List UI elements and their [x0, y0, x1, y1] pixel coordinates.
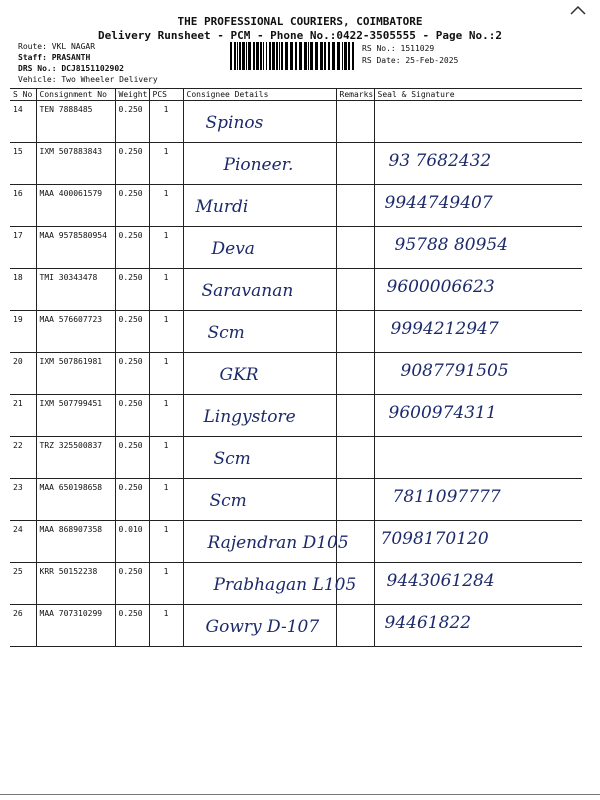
- barcode-icon: [230, 42, 356, 70]
- cell-consignee: [183, 311, 336, 353]
- col-signature: Seal & Signature: [374, 89, 582, 101]
- cell-consignment-no: MAA 9578580954: [36, 227, 115, 269]
- signature-handwriting: 9087791505: [400, 361, 509, 381]
- signature-handwriting: 9994212947: [390, 319, 499, 339]
- cell-weight: 0.250: [115, 269, 149, 311]
- table-row: [10, 437, 582, 479]
- cell-weight: 0.250: [115, 395, 149, 437]
- cell-consignee: [183, 437, 336, 479]
- signature-handwriting: 94461822: [384, 613, 472, 633]
- staff-line: [18, 53, 90, 62]
- cell-weight: 0.250: [115, 563, 149, 605]
- cell-pcs: 1: [149, 353, 183, 395]
- rs-date: RS Date: 25-Feb-2025: [362, 56, 459, 65]
- cell-weight: 0.250: [115, 353, 149, 395]
- cell-sno: 15: [10, 143, 36, 185]
- col-weight: Weight: [115, 89, 149, 101]
- rs-number: RS No.: 1511029: [362, 44, 435, 53]
- cell-remarks: [336, 395, 374, 437]
- cell-pcs: 1: [149, 185, 183, 227]
- cell-sno: 19: [10, 311, 36, 353]
- cell-weight: 0.250: [115, 311, 149, 353]
- cell-weight: 0.250: [115, 143, 149, 185]
- cell-remarks: [336, 311, 374, 353]
- cell-signature: [374, 395, 582, 437]
- cell-sno: 26: [10, 605, 36, 647]
- cell-weight: 0.250: [115, 605, 149, 647]
- cell-sno: 24: [10, 521, 36, 563]
- signature-handwriting: 9600006623: [386, 277, 495, 297]
- cell-sno: 23: [10, 479, 36, 521]
- col-remarks: Remarks: [336, 89, 374, 101]
- cell-consignment-no: IXM 507883843: [36, 143, 115, 185]
- table-row: [10, 227, 582, 269]
- cell-consignment-no: MAA 400061579: [36, 185, 115, 227]
- staff-label: Staff:: [18, 53, 47, 62]
- cell-consignee: [183, 479, 336, 521]
- cell-sno: 18: [10, 269, 36, 311]
- company-title: THE PROFESSIONAL COURIERS, COIMBATORE: [177, 15, 423, 28]
- cell-weight: 0.250: [115, 185, 149, 227]
- cell-pcs: 1: [149, 395, 183, 437]
- cell-sno: 14: [10, 101, 36, 143]
- cell-remarks: [336, 353, 374, 395]
- cell-pcs: 1: [149, 143, 183, 185]
- consignee-handwriting: GKR: [219, 365, 259, 385]
- drs-number: DRS No.: DCJ8151102902: [18, 64, 124, 73]
- cell-remarks: [336, 605, 374, 647]
- cell-remarks: [336, 479, 374, 521]
- col-sno: S No: [10, 89, 36, 101]
- cell-weight: 0.250: [115, 479, 149, 521]
- col-consignee: Consignee Details: [183, 89, 336, 101]
- table-row: [10, 353, 582, 395]
- cell-consignee: [183, 395, 336, 437]
- cell-pcs: 1: [149, 437, 183, 479]
- cell-consignment-no: MAA 707310299: [36, 605, 115, 647]
- cell-pcs: 1: [149, 521, 183, 563]
- cell-sno: 22: [10, 437, 36, 479]
- signature-handwriting: 9944749407: [384, 193, 493, 213]
- table-row: [10, 605, 582, 647]
- cell-consignment-no: KRR 50152238: [36, 563, 115, 605]
- vehicle-label: Vehicle: Two Wheeler Delivery: [18, 75, 158, 84]
- cell-consignee: [183, 521, 349, 563]
- runsheet-subtitle: Delivery Runsheet - PCM - Phone No.:0422-3505555 - Page No.:2: [98, 29, 502, 42]
- signature-handwriting: 7811097777: [392, 487, 501, 507]
- cell-signature: [374, 353, 582, 395]
- page-bottom-rule: [0, 794, 600, 795]
- table-row: [10, 563, 582, 605]
- signature-handwriting: 93 7682432: [388, 151, 492, 171]
- col-pcs: PCS: [149, 89, 183, 101]
- cell-weight: 0.250: [115, 227, 149, 269]
- table-row: [10, 479, 582, 521]
- cell-consignment-no: TMI 30343478: [36, 269, 115, 311]
- cell-signature: [374, 269, 582, 311]
- cell-consignee: [183, 563, 357, 605]
- table-row: [10, 311, 582, 353]
- cell-pcs: 1: [149, 227, 183, 269]
- cell-consignee: [183, 269, 336, 311]
- table-row: [10, 269, 582, 311]
- signature-handwriting: 9600974311: [388, 403, 497, 423]
- cell-sno: 20: [10, 353, 36, 395]
- table-row: [10, 143, 582, 185]
- consignee-handwriting: Scm: [213, 449, 251, 469]
- consignee-handwriting: Murdi: [195, 197, 249, 217]
- consignee-handwriting: Prabhagan L105: [213, 575, 357, 595]
- cell-weight: 0.250: [115, 101, 149, 143]
- consignee-handwriting: Gowry D-107: [205, 617, 320, 637]
- consignee-handwriting: Lingystore: [203, 407, 296, 427]
- signature-handwriting: 95788 80954: [394, 235, 509, 255]
- cell-sno: 25: [10, 563, 36, 605]
- cell-consignee: [183, 143, 336, 185]
- table-row: [10, 101, 582, 143]
- consignee-handwriting: Spinos: [205, 113, 264, 133]
- cell-consignment-no: TEN 7888485: [36, 101, 115, 143]
- cell-consignment-no: MAA 576607723: [36, 311, 115, 353]
- table-row: [10, 395, 582, 437]
- cell-signature: [374, 605, 582, 647]
- cell-signature: [374, 479, 582, 521]
- signature-handwriting: 7098170120: [380, 529, 489, 549]
- table-row: [10, 521, 582, 563]
- table-row: [10, 185, 582, 227]
- route-label: Route: VKL NAGAR: [18, 42, 96, 51]
- cell-signature: [374, 437, 582, 479]
- cell-signature: [374, 563, 582, 605]
- cell-sno: 21: [10, 395, 36, 437]
- consignee-handwriting: Pioneer.: [223, 155, 294, 175]
- cell-consignment-no: TRZ 325500837: [36, 437, 115, 479]
- col-consignment: Consignment No: [36, 89, 115, 101]
- cell-signature: [374, 185, 582, 227]
- cell-consignment-no: MAA 650198658: [36, 479, 115, 521]
- cell-pcs: 1: [149, 269, 183, 311]
- cell-consignee: [183, 227, 336, 269]
- table-header-row: [10, 89, 582, 101]
- cell-signature: [374, 101, 582, 143]
- cell-weight: 0.010: [115, 521, 149, 563]
- cell-weight: 0.250: [115, 437, 149, 479]
- cell-consignment-no: IXM 507861981: [36, 353, 115, 395]
- cell-remarks: [336, 437, 374, 479]
- cell-consignee: [183, 185, 336, 227]
- consignee-handwriting: Saravanan: [201, 281, 294, 301]
- cell-remarks: [336, 269, 374, 311]
- staff-name: PRASANTH: [51, 53, 91, 62]
- runsheet-table: [10, 88, 582, 647]
- cell-signature: [374, 521, 582, 563]
- cell-sno: 16: [10, 185, 36, 227]
- cell-pcs: 1: [149, 311, 183, 353]
- consignee-handwriting: Rajendran D105: [207, 533, 349, 553]
- cell-remarks: [336, 185, 374, 227]
- cell-consignment-no: MAA 868907358: [36, 521, 115, 563]
- cell-consignee: [183, 605, 336, 647]
- cell-sno: 17: [10, 227, 36, 269]
- cell-remarks: [336, 101, 374, 143]
- cell-consignment-no: IXM 507799451: [36, 395, 115, 437]
- consignee-handwriting: Deva: [211, 239, 255, 259]
- cell-pcs: 1: [149, 479, 183, 521]
- cell-signature: [374, 143, 582, 185]
- cell-signature: [374, 311, 582, 353]
- cell-pcs: 1: [149, 563, 183, 605]
- cell-pcs: 1: [149, 101, 183, 143]
- consignee-handwriting: Scm: [207, 323, 245, 343]
- cell-consignee: [183, 353, 336, 395]
- signature-handwriting: 9443061284: [386, 571, 495, 591]
- cell-consignee: [183, 101, 336, 143]
- cell-pcs: 1: [149, 605, 183, 647]
- cell-remarks: [336, 143, 374, 185]
- cell-signature: [374, 227, 582, 269]
- cell-remarks: [336, 227, 374, 269]
- consignee-handwriting: Scm: [209, 491, 247, 511]
